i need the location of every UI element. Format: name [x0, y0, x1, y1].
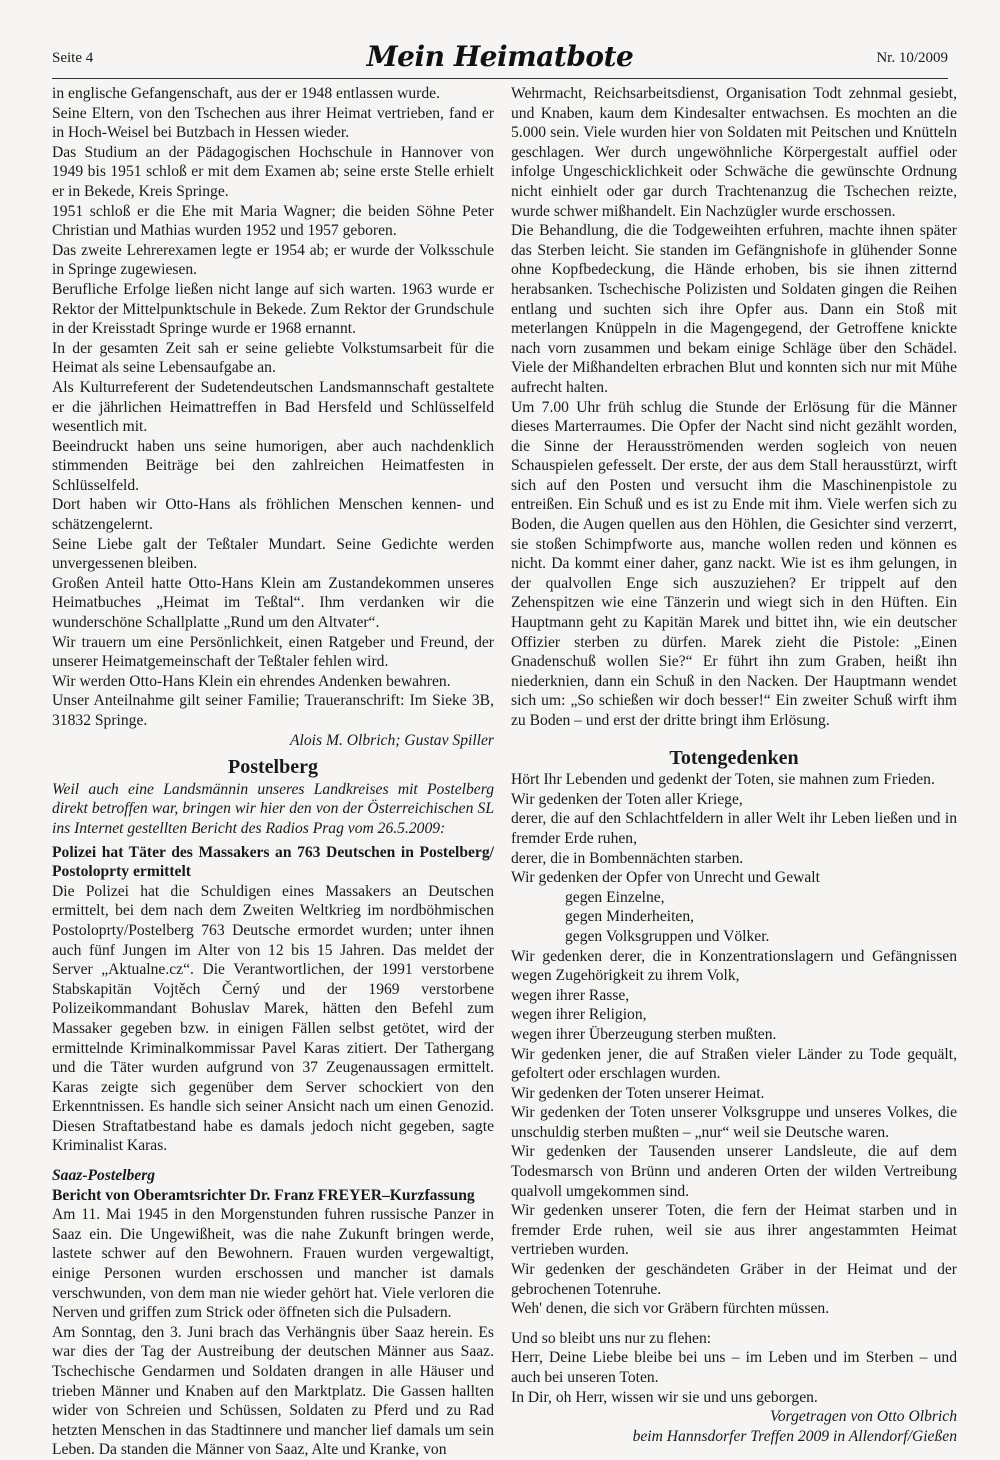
page-number: Seite 4 [52, 50, 94, 66]
bio-paragraph: Großen Anteil hatte Otto-Hans Klein am Zustandekommen unseres Heimatbuches „Heimat im Teßtal“. Ihm verdanken wir die wunderschöne Schallplatte „Rund um den Altvater“. [52, 574, 494, 632]
masthead-logo: Mein Heimatbote [366, 40, 634, 73]
bio-paragraph: Wir trauern um eine Persönlichkeit, einen Ratgeber und Freund, der unserer Heimatgemeinschaft der Teßtaler fehlen wird. [52, 633, 494, 671]
saaz-headline: Bericht von Oberamtsrichter Dr. Franz FREYER–Kurzfassung [52, 1186, 475, 1204]
poem-line: derer, die auf den Schlachtfeldern in aller Welt ihr Leben ließen und in fremder Erde ruhen, [511, 810, 957, 847]
poem-line: Wir gedenken derer, die in Konzentrationslagern und Gefängnissen wegen Zugehörigkeit zu ihrem Volk, [511, 947, 957, 985]
postelberg-intro: Weil auch eine Landsmännin unseres Landkreises mit Postelberg direkt betroffen war, bringen wir hier den von der Österreichischen SL ins Internet gestellten Bericht des Radios Prag vom 26.5.2009: [52, 780, 494, 837]
left-column [52, 84, 494, 1460]
closing-line: In Dir, oh Herr, wissen wir sie und uns geborgen. [511, 1388, 818, 1406]
poem-indented-line: gegen Minderheiten, [565, 908, 695, 926]
report-paragraph: Wehrmacht, Reichsarbeitsdienst, Organisation Todt zehnmal gesiebt, und Knaben, kaum dem Kindesalter entwachsen. Es mochten an die 5.000 sein. Viele wurden hier von Soldaten mit Peitschen und Knütteln geschlagen. Wer durch ungewöhnliche Körpergestalt auffiel oder infolge Ungeschicklichkeit oder Schwäche die gewünschte Ordnung nicht einhielt oder gar durch Trachtenanzug die Tschechen reizte, wurde schwer mißhandelt. Ein Nachzügler wurde erschossen. [511, 85, 957, 220]
poem-line: Weh' denen, die sich vor Gräbern fürchten müssen. [511, 1300, 830, 1318]
bio-paragraph: Das Studium an der Pädagogischen Hochschule in Hannover von 1949 bis 1951 schloß er mit dem Examen ab; seine erste Stelle erhielt er in Bekede, Kreis Springe. [52, 143, 494, 200]
postelberg-body: Die Polizei hat die Schuldigen eines Massakers an Deutschen ermittelt, bei dem nach dem Zweiten Weltkrieg im nordböhmischen Postoloprty/Postelberg 763 Deutsche ermordet wurden; unter ihnen auch fünf Jungen im Alter von 12 bis 15 Jahren. Das meldet der Server „Aktualne.cz“. Die Verantwortlichen, der 1991 verstorbene Stabskapitän Vojtěch Černý und der 1969 verstorbene Polizeikommandant Bohuslav Marek, hätten den Befehl zum Massaker gegeben bzw. in einigen Fällen selbst getötet, wird der ermittelnde Kriminalkommissar Pavel Karas zitiert. Der Tathergang und die Täter wurden aufgrund von 37 Zeugenaussagen ermittelt. Karas zeigte sich gegenüber dem Server schockiert von den Erkenntnissen. Es handle sich seiner Ansicht nach um einen Genozid. Diesen Straftatbestand habe es damals jedoch nicht gegeben, sagte Kriminalist Karas. [52, 882, 494, 1155]
poem-line: wegen ihrer Religion, [511, 1006, 647, 1024]
poem-line: Wir gedenken unserer Toten, die fern der Heimat starben und in fremder Erde ruhen, weil sie aus ihrer angestammten Heimat vertrieben wurden. [511, 1202, 957, 1259]
postelberg-headline: Polizei hat Täter des Massakers an 763 Deutschen in Postelberg/ Postoloprty ermittelt [52, 843, 494, 881]
right-column [511, 84, 957, 1446]
postelberg-title: Postelberg [228, 756, 318, 779]
saaz-paragraph: Am 11. Mai 1945 in den Morgenstunden fuhren russische Panzer in Saaz ein. Die Ungewißheit, was die nahe Zukunft bringen werde, lastete schwer auf den Bewohnern. Frauen wurden vergewaltigt, einige Personen wurden erschossen und mancher ist damals verschwunden, von dem man nie wieder gehört hat. Viele verloren die Nerven und griffen zum Strick oder öffneten sich die Pulsadern. [52, 1206, 494, 1322]
poem-line: Wir gedenken der Toten unserer Volksgruppe und unseres Volkes, die unschuldig sterben mußten – „nur“ weil sie Deutsche waren. [511, 1104, 957, 1141]
bio-paragraph: Seine Eltern, von den Tschechen aus ihrer Heimat vertrieben, fand er in Hoch-Weisel bei Butzbach in Hessen wieder. [52, 104, 494, 142]
bio-paragraph: Seine Liebe galt der Teßtaler Mundart. Seine Gedichte werden unvergessenen bleiben. [52, 535, 494, 573]
poem-line: Wir gedenken der Tausenden unserer Landsleute, die auf dem Todesmarsch von Brünn und anderen Orten der wilden Vertreibung qualvoll umgekommen sind. [511, 1143, 957, 1200]
bio-signature: Alois M. Olbrich; Gustav Spiller [290, 731, 494, 749]
bio-paragraph: Als Kulturreferent der Sudetendeutschen Landsmannschaft gestaltete er die jährlichen Heimattreffen in Bad Hersfeld und Schlüsselfeld wesentlich mit. [52, 378, 494, 436]
poem-indented-line: gegen Einzelne, [565, 888, 665, 906]
saaz-paragraph: Am Sonntag, den 3. Juni brach das Verhängnis über Saaz herein. Es war dies der Tag der Austreibung der deutschen Männer aus Saaz. Tschechische Gendarmen und Soldaten drangen in alle Häuser und trieben Männer und Knaben auf den Marktplatz. Die Gassen hallten wider von Schreien und Schüssen, Soldaten zu Pferd und zu Rad hetzten Menschen in das Stadtinnere und mancher lief damals um sein Leben. Da standen die Männer von Saaz, Alte und Kranke, von [52, 1323, 494, 1459]
bio-paragraph: Unser Anteilnahme gilt seiner Familie; Traueranschrift: Im Sieke 3B, 31832 Springe. [52, 692, 494, 729]
saaz-kicker: Saaz-Postelberg [52, 1167, 156, 1185]
credit-line: beim Hannsdorfer Treffen 2009 in Allendorf/Gießen [632, 1427, 957, 1445]
totengedenken-poem [511, 770, 957, 1446]
bio-paragraph: Wir werden Otto-Hans Klein ein ehrendes Andenken bewahren. [52, 672, 451, 690]
report-paragraph: Um 7.00 Uhr früh schlug die Stunde der Erlösung für die Männer dieses Marterraumes. Die Opfer der Nacht sind nicht gezählt worden, die Sinne der Herausströmenden werden sogleich von neuen Schauspielen gefesselt. Der erste, der aus dem Stall herausstürzt, wirft sich auf den Posten und versucht ihm die Maschinenpistole zu entreißen. Ein Schuß und es ist zu Ende mit ihm. Viele werfen sich zu Boden, die Augen quellen aus den Höhlen, die Gesichter sind verzerrt, sie stoßen Schimpfworte aus, manche wollen reden und können es nicht. Da kommt einer daher, ganz nackt. Wie ist es ihm gelungen, in der qualvollen Enge sich auszuziehen? Er trippelt auf den Zehenspitzen wie eine Tänzerin und wiegt sich in den Hüften. Ein Hauptmann geht zu Kapitän Marek und bittet ihn, wie ein deutscher Offizier sterben zu dürfen. Marek zieht die Pistole: „Einen Gnadenschuß wollen Sie?“ Er führt ihn zum Graben, heißt ihn niederknien, dann ein Schuß in den Nacken. Der Hauptmann wendet sich um: „So schießen wir doch besser!“ Ein zweiter Schuß wirft ihm zu Boden – und erst der dritte bringt ihm Erlösung. [511, 398, 957, 729]
poem-line: wegen ihrer Überzeugung sterben mußten. [511, 1025, 777, 1043]
closing-line: Herr, Deine Liebe bleibe bei uns – im Leben und im Sterben – und auch bei unseren Toten. [511, 1349, 957, 1386]
credit-line: Vorgetragen von Otto Olbrich [770, 1408, 957, 1426]
bio-paragraph: 1951 schloß er die Ehe mit Maria Wagner; die beiden Söhne Peter Christian und Mathias wurden 1952 und 1957 geboren. [52, 202, 494, 240]
bio-paragraph: In der gesamten Zeit sah er seine geliebte Volkstumsarbeit für die Heimat als seine Lebensaufgabe an. [52, 339, 494, 377]
poem-line: Wir gedenken der Toten unserer Heimat. [511, 1084, 765, 1102]
header-rule [52, 78, 948, 79]
poem-line: Hört Ihr Lebenden und gedenkt der Toten, sie mahnen zum Frieden. [511, 771, 935, 789]
poem-line: Wir gedenken jener, die auf Straßen vieler Länder zu Tode gequält, gefoltert oder erschlagen wurden. [511, 1045, 957, 1083]
poem-line: wegen ihrer Rasse, [511, 986, 630, 1004]
page-header [52, 40, 948, 76]
poem-line: Wir gedenken der Opfer von Unrecht und Gewalt [511, 869, 820, 887]
spacer [511, 1319, 957, 1329]
poem-indented-line: gegen Volksgruppen und Völker. [565, 927, 770, 945]
poem-line: Wir gedenken der Toten aller Kriege, [511, 790, 743, 808]
poem-line: Wir gedenken der geschändeten Gräber in der Heimat und der gebrochenen Totenruhe. [511, 1261, 957, 1298]
bio-paragraph: Beeindruckt haben uns seine humorigen, aber auch nachdenklich stimmenden Beiträge bei den zahlreichen Heimatfesten in Schlüsselfeld. [52, 437, 494, 494]
bio-paragraph: in englische Gefangenschaft, aus der er 1948 entlassen wurde. [52, 85, 440, 102]
bio-paragraph: Berufliche Erfolge ließen nicht lange auf sich warten. 1963 wurde er Rektor der Mittelpunktschule in Bekede. Zum Rektor der Grundschule in der Kreisstadt Springe wurde er 1968 ernannt. [52, 280, 494, 338]
bio-paragraph: Das zweite Lehrerexamen legte er 1954 ab; er wurde der Volksschule in Springe zugewiesen. [52, 241, 494, 279]
report-paragraph: Die Behandlung, die die Todgeweihten erfuhren, machte ihnen später das Sterben leicht. Sie standen im Gefängnishofe in glühender Sonne ohne Kopfbedeckung, die Hände erhoben, bis sie ihnen zitternd herabsanken. Tschechische Polizisten und Soldaten gingen die Reihen entlang und suchten sich ihre Opfer aus. Dann ein Stoß mit meterlangen Knüppeln in die Magengegend, der Getroffene knickte nach vorn zusammen und bekam einige Schläge über den Schädel. Viele der Mißhandelten erbrachen Blut und konnten sich nur mit Mühe aufrecht halten. [511, 222, 957, 396]
bio-paragraph: Dort haben wir Otto-Hans als fröhlichen Menschen kennen- und schätzengelernt. [52, 496, 494, 534]
closing-line: Und so bleibt uns nur zu flehen: [511, 1329, 712, 1347]
issue-number: Nr. 10/2009 [876, 50, 948, 66]
poem-line: derer, die in Bombennächten starben. [511, 849, 744, 867]
totengedenken-title: Totengedenken [669, 746, 799, 769]
